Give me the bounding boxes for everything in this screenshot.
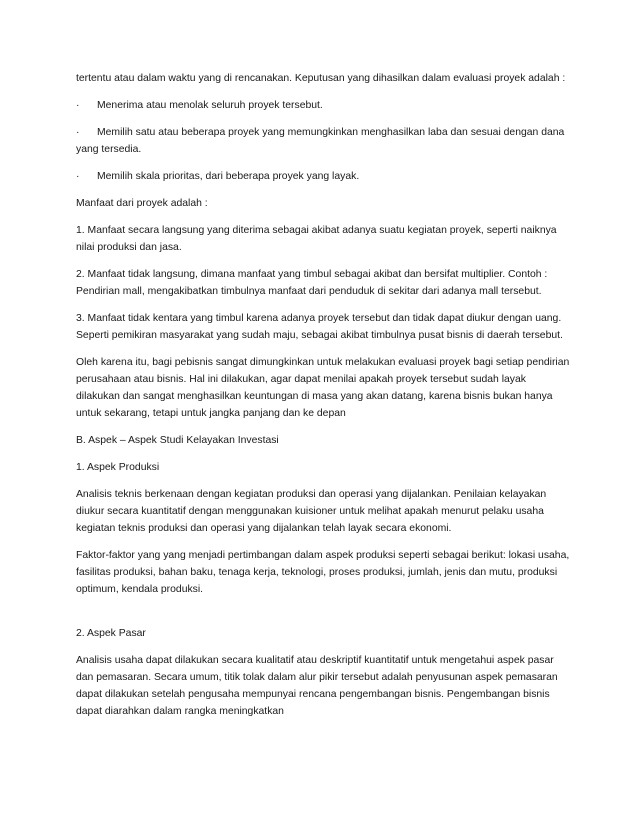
production-factors-paragraph: Faktor-faktor yang yang menjadi pertimbangan dalam aspek produksi seperti sebagai berikut: lokasi usaha, fasilitas produksi, bahan baku, tenaga kerja, teknologi, proses produksi, jumlah, jenis dan mutu, produksi optimum, kendala produksi.	[76, 550, 570, 595]
benefit-3: 3. Manfaat tidak kentara yang timbul karena adanya proyek tersebut dan tidak dapat diukur dengan uang. Seperti pemikiran masyarakat yang sudah maju, sebagai akibat timbulnya pusat bisnis di daerah tersebut.	[76, 313, 563, 341]
document-page	[76, 70, 572, 730]
bullet-item-1	[76, 97, 572, 114]
bullet-text: Menerima atau menolak seluruh proyek tersebut.	[97, 100, 323, 111]
bullet-item-2	[76, 124, 572, 158]
bullet-item-3	[76, 168, 572, 185]
bullet-text: Memilih skala prioritas, dari beberapa proyek yang layak.	[97, 171, 360, 182]
section-heading-b: B. Aspek – Aspek Studi Kelayakan Investasi	[76, 435, 279, 446]
bullet-text: Memilih satu atau beberapa proyek yang memungkinkan menghasilkan laba dan sesuai dengan dana yang tersedia.	[76, 127, 565, 155]
bullet-marker: ·	[76, 100, 80, 111]
bullet-marker: ·	[76, 171, 80, 182]
benefits-intro: Manfaat dari proyek adalah :	[76, 198, 208, 209]
benefit-1: 1. Manfaat secara langsung yang diterima sebagai akibat adanya suatu kegiatan proyek, seperti naiknya nilai produksi dan jasa.	[76, 225, 557, 253]
bullet-marker: ·	[76, 127, 80, 138]
subheading-market: 2. Aspek Pasar	[76, 628, 146, 639]
production-analysis-paragraph: Analisis teknis berkenaan dengan kegiatan produksi dan operasi yang dijalankan. Penilaian kelayakan diukur secara kuantitatif dengan menggunakan kuisioner untuk melihat apakah menurut pelaku usaha kegiatan teknis produksi dan operasi yang dijalankan telah layak secara ekonomi.	[76, 489, 547, 534]
conclusion-paragraph: Oleh karena itu, bagi pebisnis sangat dimungkinkan untuk melakukan evaluasi proyek bagi setiap pendirian perusahaan atau bisnis. Hal ini dilakukan, agar dapat menilai apakah proyek tersebut sudah layak dilakukan dan sangat menghasilkan keuntungan di masa yang akan datang, karena bisnis bukan hanya untuk sekarang, tetapi untuk jangka panjang dan ke depan	[76, 357, 570, 419]
subheading-production: 1. Aspek Produksi	[76, 462, 160, 473]
benefit-2: 2. Manfaat tidak langsung, dimana manfaat yang timbul sebagai akibat dan bersifat multiplier. Contoh : Pendirian mall, mengakibatkan timbulnya manfaat dari penduduk di sekitar dari adanya mall tersebut.	[76, 269, 548, 297]
intro-paragraph: tertentu atau dalam waktu yang di rencanakan. Keputusan yang dihasilkan dalam evaluasi proyek adalah :	[76, 73, 566, 84]
market-analysis-paragraph: Analisis usaha dapat dilakukan secara kualitatif atau deskriptif kuantitatif untuk mengetahui aspek pasar dan pemasaran. Secara umum, titik tolak dalam alur pikir tersebut adalah penyusunan aspek pemasaran dapat dilakukan setelah pengusaha mempunyai rencana pengembangan bisnis. Pengembangan bisnis dapat diarahkan dalam rangka meningkatkan	[76, 655, 558, 717]
